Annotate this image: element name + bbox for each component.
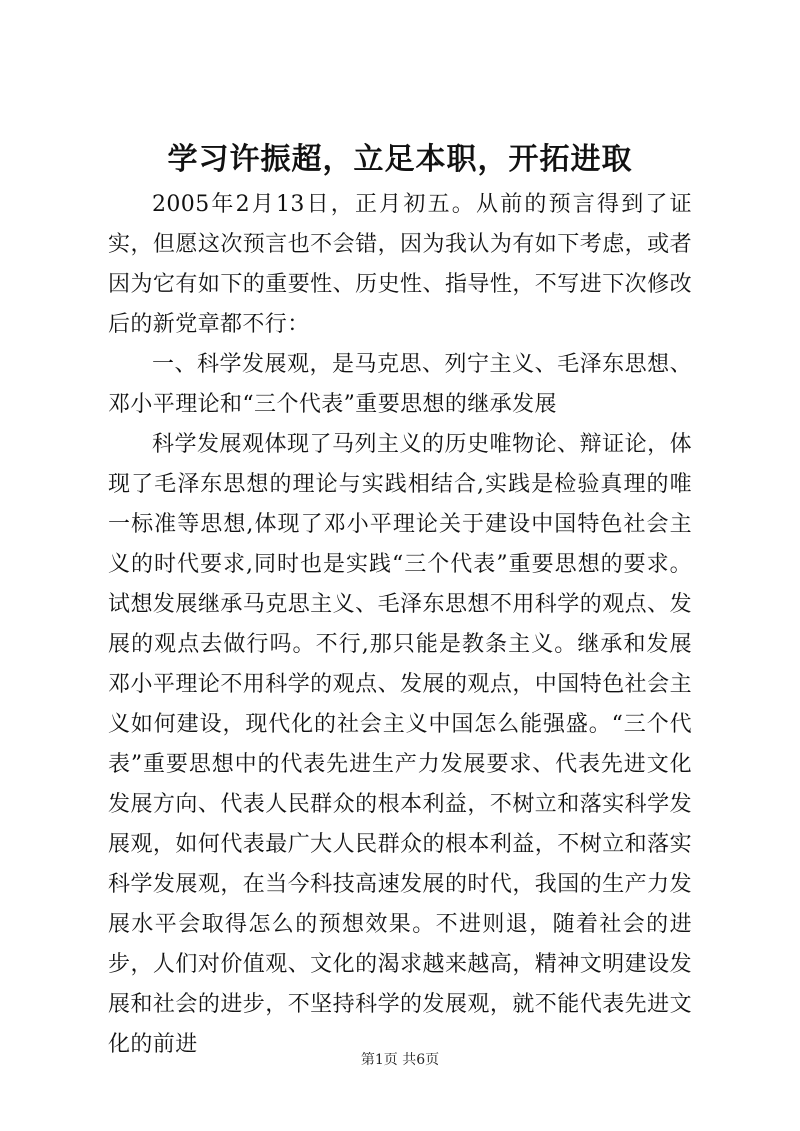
paragraph-main: 科学发展观体现了马列主义的历史唯物论、辩证论，体现了毛泽东思想的理论与实践相结合,实践是检验真理的唯一标准等思想,体现了邓小平理论关于建设中国特色社会主义的时代要求,同时也是实践“三个代表”重要思想的要求。试想发展继承马克思主义、毛泽东思想不用科学的观点、发展的观点去做行吗。不行,那只能是教条主义。继承和发展邓小平理论不用科学的观点、发展的观点，中国特色社会主义如何建设，现代化的社会主义中国怎么能强盛。“三个代表”重要思想中的代表先进生产力发展要求、代表先进文化发展方向、代表人民群众的根本利益，不树立和落实科学发展观，如何代表最广大人民群众的根本利益，不树立和落实科学发展观，在当今科技高速发展的时代，我国的生产力发展水平会取得怎么的预想效果。不进则退，随着社会的进步，人们对价值观、文化的渴求越来越高，精神文明建设发展和社会的进步，不坚持科学的发展观，就不能代表先进文化的前进	[108, 432, 692, 1057]
paragraph-intro: 2005年2月13日，正月初五。从前的预言得到了证实，但愿这次预言也不会错，因为我认为有如下考虑，或者因为它有如下的重要性、历史性、指导性，不写进下次修改后的新党章都不行：	[108, 192, 692, 337]
document-body	[108, 185, 692, 1065]
paragraph-section-heading: 一、科学发展观，是马克思、列宁主义、毛泽东思想、邓小平理论和“三个代表”重要思想的继承发展	[108, 352, 692, 417]
page-number-footer: 第1页 共6页	[360, 1052, 440, 1068]
document-title: 学习许振超，立足本职，开拓进取	[167, 142, 633, 177]
